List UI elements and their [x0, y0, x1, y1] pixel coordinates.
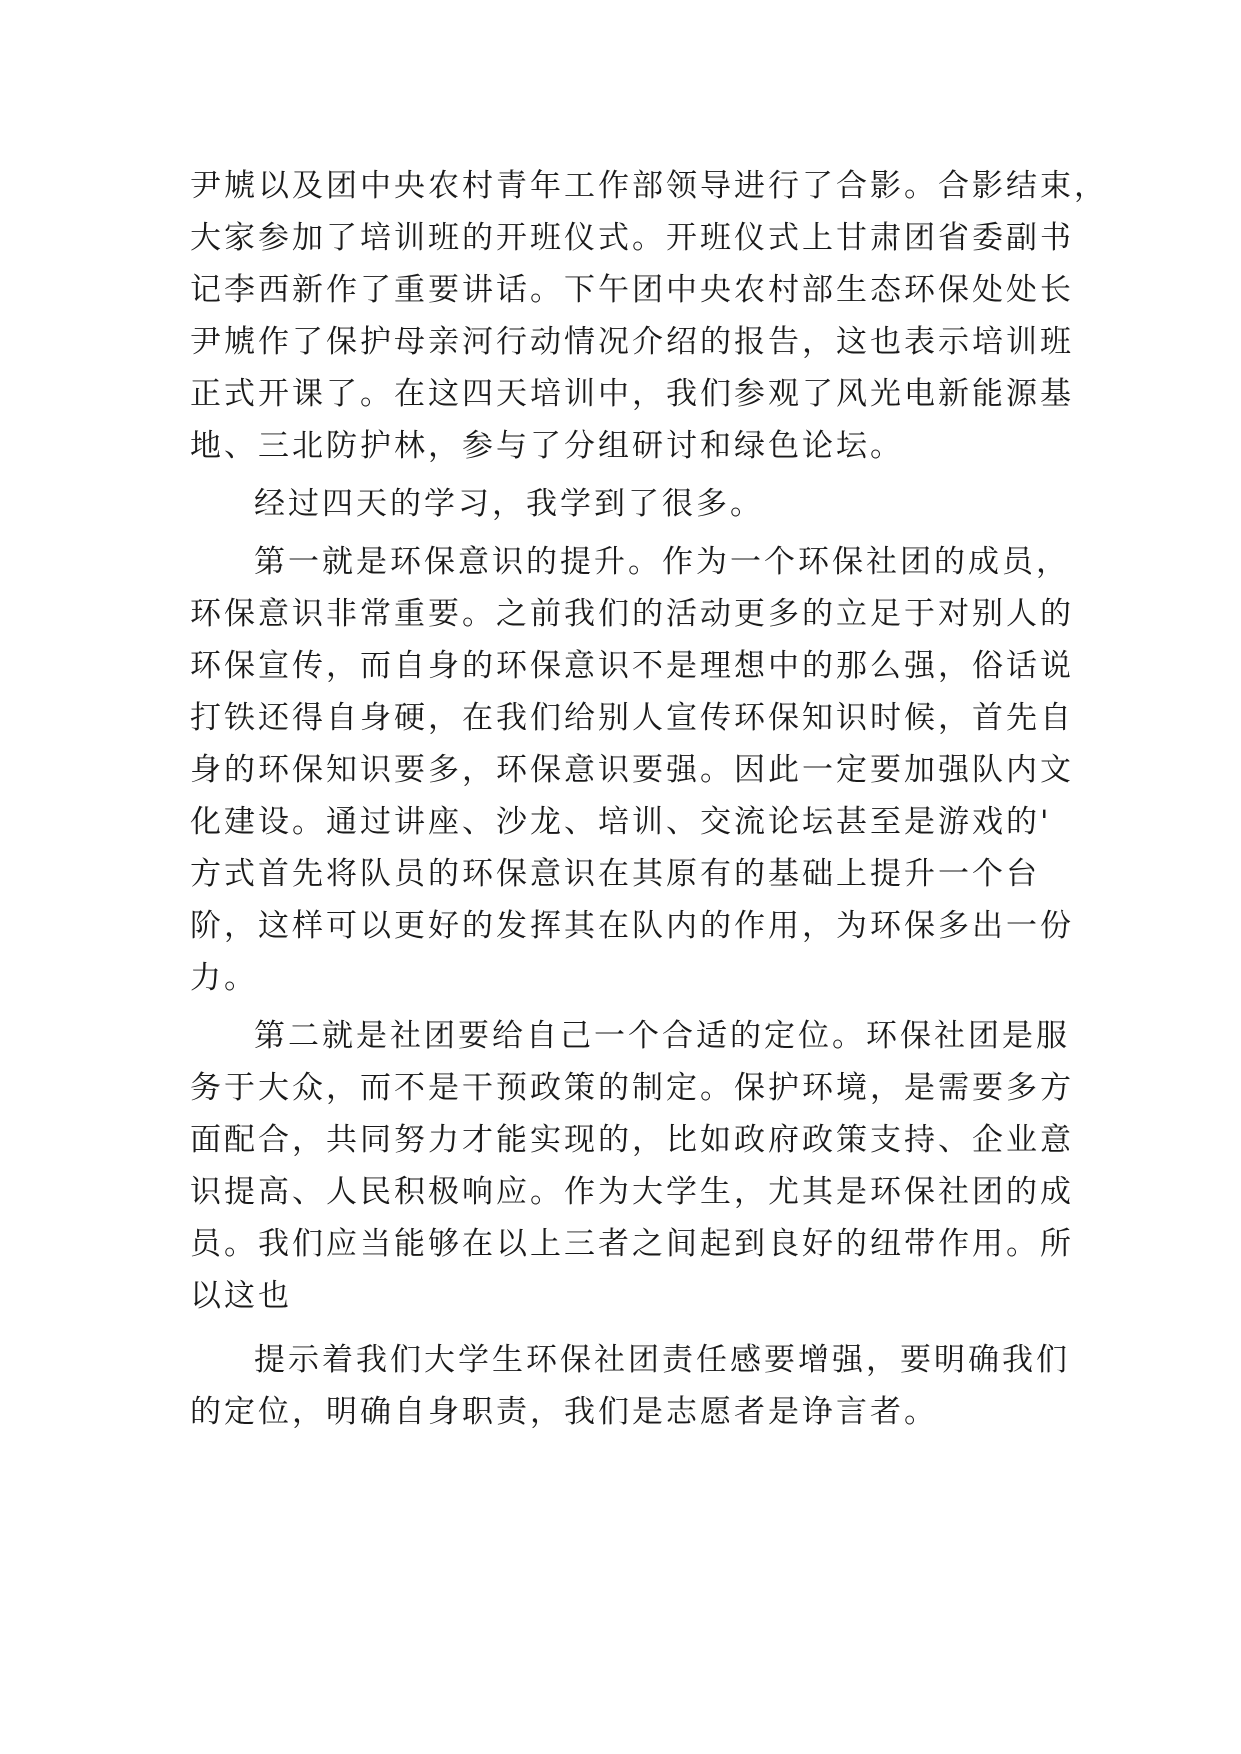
text-line: 环保宣传，而自身的环保意识不是理想中的那么强，俗话说 [190, 648, 1074, 684]
paragraph-start-line: 第二就是社团要给自己一个合适的定位。环保社团是服 [254, 1018, 1070, 1054]
text-line: 面配合，共同努力才能实现的，比如政府政策支持、企业意 [190, 1122, 1074, 1158]
text-line: 力。 [190, 960, 258, 996]
text-line: 尹虓作了保护母亲河行动情况介绍的报告，这也表示培训班 [190, 324, 1074, 360]
text-line: 识提高、人民积极响应。作为大学生，尤其是环保社团的成 [190, 1174, 1074, 1210]
text-line: 化建设。通过讲座、沙龙、培训、交流论坛甚至是游戏的' [190, 804, 1052, 840]
text-line: 以这也 [190, 1278, 292, 1314]
text-line: 的定位，明确自身职责，我们是志愿者是诤言者。 [190, 1394, 938, 1430]
text-line: 记李西新作了重要讲话。下午团中央农村部生态环保处处长 [190, 272, 1074, 308]
text-line: 务于大众，而不是干预政策的制定。保护环境，是需要多方 [190, 1070, 1074, 1106]
text-line: 身的环保知识要多，环保意识要强。因此一定要加强队内文 [190, 752, 1074, 788]
text-line: 地、三北防护林，参与了分组研讨和绿色论坛。 [190, 428, 904, 464]
text-line: 环保意识非常重要。之前我们的活动更多的立足于对别人的 [190, 596, 1074, 632]
paragraph-start-line: 提示着我们大学生环保社团责任感要增强，要明确我们 [254, 1342, 1070, 1378]
text-line: 大家参加了培训班的开班仪式。开班仪式上甘肃团省委副书 [190, 220, 1074, 256]
text-line: 阶，这样可以更好的发挥其在队内的作用，为环保多出一份 [190, 908, 1074, 944]
text-line: 员。我们应当能够在以上三者之间起到良好的纽带作用。所 [190, 1226, 1074, 1262]
text-line: 正式开课了。在这四天培训中，我们参观了风光电新能源基 [190, 376, 1074, 412]
text-line: 打铁还得自身硬，在我们给别人宣传环保知识时候，首先自 [190, 700, 1074, 736]
paragraph-start-line: 经过四天的学习，我学到了很多。 [254, 486, 764, 522]
text-line: 尹虓以及团中央农村青年工作部领导进行了合影。合影结束， [190, 168, 1108, 204]
paragraph-start-line: 第一就是环保意识的提升。作为一个环保社团的成员， [254, 544, 1070, 580]
text-line: 方式首先将队员的环保意识在其原有的基础上提升一个台 [190, 856, 1040, 892]
document-body [190, 160, 1108, 1438]
